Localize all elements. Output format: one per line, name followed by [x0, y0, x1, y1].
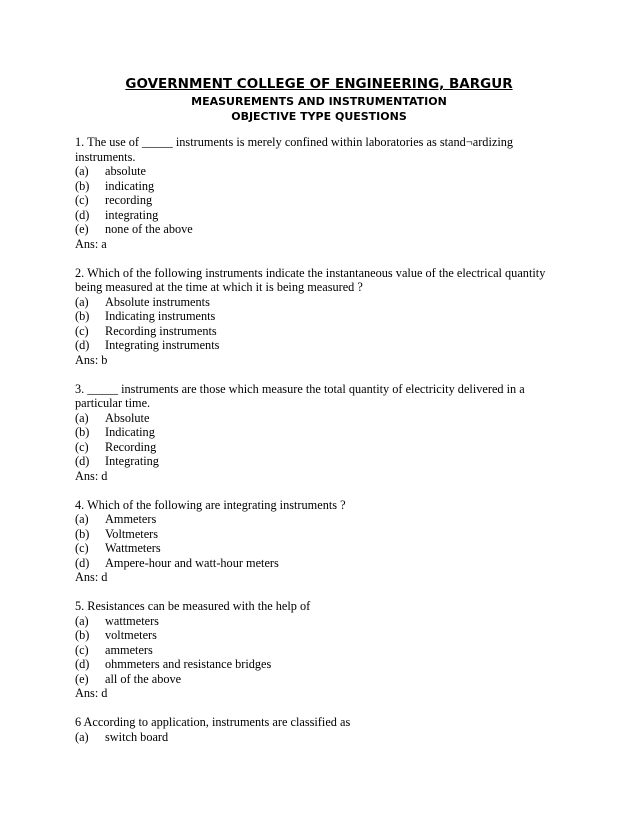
answer-option — [75, 425, 565, 440]
option-label: (d) — [75, 555, 90, 570]
option-text: wattmeters — [105, 613, 159, 628]
answer-key: Ans: b — [75, 352, 108, 367]
answer-option — [75, 657, 565, 672]
answer-option — [75, 628, 565, 643]
option-text: ohmmeters and resistance bridges — [105, 657, 272, 671]
answer-option — [75, 411, 565, 426]
option-label: (d) — [75, 454, 90, 468]
answer-key: Ans: d — [75, 570, 108, 584]
option-text: Recording instruments — [105, 323, 217, 338]
answer-option — [75, 222, 565, 237]
answer-key: Ans: d — [75, 468, 108, 483]
question-stem: 6 According to application, instruments are classified as — [75, 715, 351, 729]
question-stem: 5. Resistances can be measured with the help of — [75, 599, 311, 613]
answer-option — [75, 643, 565, 658]
option-label: (d) — [75, 338, 90, 352]
option-label: (c) — [75, 323, 89, 338]
answer-option — [75, 324, 565, 339]
answer-option — [75, 164, 565, 179]
answer-option — [75, 193, 565, 208]
option-text: switch board — [105, 729, 169, 744]
option-label: (a) — [75, 164, 89, 178]
answer-option — [75, 338, 565, 353]
option-text: ammeters — [105, 642, 153, 657]
answer-option — [75, 179, 565, 194]
answer-key: Ans: a — [75, 236, 107, 251]
answer-option — [75, 672, 565, 687]
option-label: (a) — [75, 512, 89, 526]
option-text: all of the above — [105, 671, 182, 686]
option-text: Indicating — [105, 425, 155, 439]
option-text: Voltmeters — [105, 526, 159, 541]
option-label: (c) — [75, 439, 89, 454]
answer-option — [75, 440, 565, 455]
answer-option — [75, 454, 565, 469]
option-label: (c) — [75, 193, 89, 207]
question-block — [75, 599, 565, 701]
option-text: Absolute — [105, 410, 150, 425]
option-label: (d) — [75, 207, 90, 222]
option-text: recording — [105, 193, 153, 207]
option-text: Ammeters — [105, 512, 157, 526]
question-stem: 1. The use of _____ instruments is merely confined within laboratories as stand¬ardizing instruments. — [75, 135, 514, 164]
option-text: Indicating instruments — [105, 309, 216, 323]
option-label: (b) — [75, 309, 90, 323]
option-label: (b) — [75, 178, 90, 193]
answer-option — [75, 309, 565, 324]
option-text: absolute — [105, 164, 146, 178]
option-label: (e) — [75, 671, 89, 686]
question-block — [75, 382, 565, 484]
answer-option — [75, 730, 565, 745]
option-label: (a) — [75, 729, 89, 744]
answer-option — [75, 541, 565, 556]
answer-option — [75, 614, 565, 629]
option-text: Integrating — [105, 454, 159, 468]
college-title: GOVERNMENT COLLEGE OF ENGINEERING, BARGUR — [125, 76, 513, 92]
answer-option — [75, 556, 565, 571]
question-list — [75, 135, 565, 744]
option-text: Integrating instruments — [105, 338, 220, 352]
option-text: Ampere-hour and watt-hour meters — [105, 555, 279, 570]
option-label: (b) — [75, 526, 90, 541]
section-title: OBJECTIVE TYPE QUESTIONS — [231, 110, 407, 123]
question-stem: 3. _____ instruments are those which measure the total quantity of electricity delivered in a particular time. — [75, 381, 525, 410]
option-label: (b) — [75, 628, 90, 642]
question-block — [75, 715, 565, 744]
option-text: integrating — [105, 207, 159, 222]
option-label: (b) — [75, 425, 90, 439]
option-text: indicating — [105, 178, 155, 193]
option-label: (a) — [75, 294, 89, 309]
option-text: none of the above — [105, 222, 193, 236]
answer-key: Ans: d — [75, 686, 108, 700]
answer-option — [75, 208, 565, 223]
option-label: (d) — [75, 657, 90, 671]
option-text: Wattmeters — [105, 541, 161, 555]
subject-title: MEASUREMENTS AND INSTRUMENTATION — [191, 95, 447, 108]
answer-option — [75, 527, 565, 542]
question-stem: 4. Which of the following are integrating instruments ? — [75, 497, 346, 512]
option-label: (a) — [75, 410, 89, 425]
answer-option — [75, 512, 565, 527]
option-label: (a) — [75, 613, 89, 628]
option-label: (c) — [75, 541, 89, 555]
option-text: Recording — [105, 439, 157, 454]
question-block — [75, 266, 565, 368]
question-stem: 2. Which of the following instruments indicate the instantaneous value of the electrical quantity being measured at the time at which it is being measured ? — [75, 265, 546, 294]
option-text: Absolute instruments — [105, 294, 210, 309]
option-label: (e) — [75, 222, 89, 236]
question-block — [75, 135, 565, 251]
question-block — [75, 498, 565, 585]
option-label: (c) — [75, 642, 89, 657]
answer-option — [75, 295, 565, 310]
option-text: voltmeters — [105, 628, 157, 642]
